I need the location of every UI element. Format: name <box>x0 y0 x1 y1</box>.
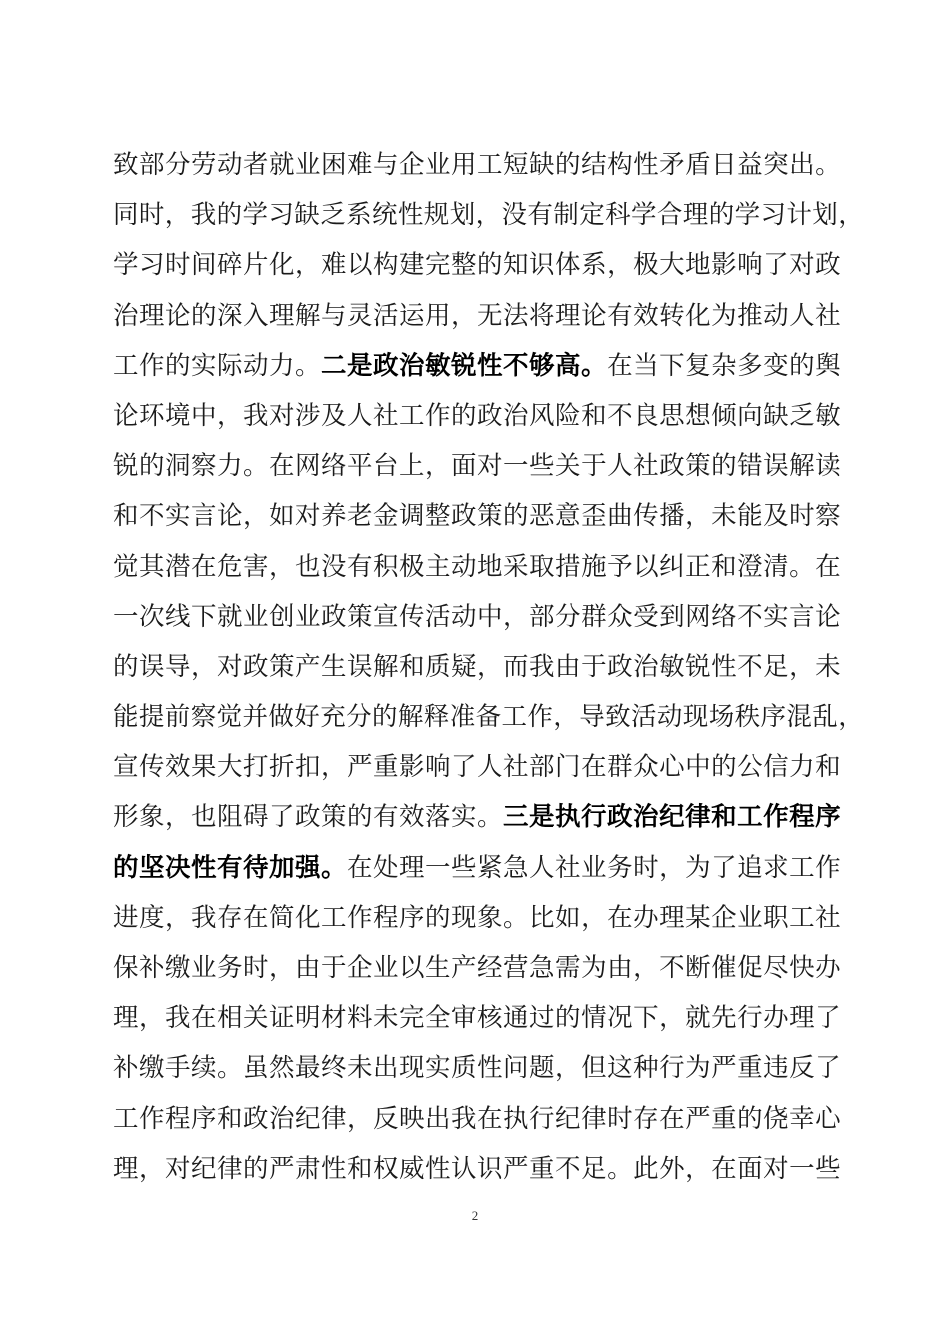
text-line <box>113 692 865 742</box>
text-line <box>113 491 841 541</box>
paragraph-text: 理，我在相关证明材料未完全审核通过的情况下，就先行办理了 <box>113 1003 841 1034</box>
text-line <box>113 240 841 290</box>
paragraph-text: 致部分劳动者就业困难与企业用工短缺的结构性矛盾日益突出。 <box>113 150 841 180</box>
text-line <box>113 441 841 491</box>
text-line <box>113 190 865 240</box>
paragraph-text: 论环境中，我对涉及人社工作的政治风险和不良思想倾向缺乏敏 <box>113 400 841 431</box>
paragraph-text: 学习时间碎片化，难以构建完整的知识体系，极大地影响了对政 <box>113 250 841 281</box>
paragraph-text: 进度，我存在简化工作程序的现象。比如，在办理某企业职工社 <box>113 902 841 933</box>
paragraph-text: 宣传效果大打折扣，严重影响了人社部门在群众心中的公信力和 <box>113 752 841 783</box>
paragraph-text: 工作的实际动力。 <box>113 350 322 381</box>
text-line <box>113 893 841 943</box>
text-line <box>113 341 841 391</box>
text-line <box>113 742 841 792</box>
page-number: 2 <box>471 1208 479 1223</box>
paragraph-text: 补缴手续。虽然最终未出现实质性问题，但这种行为严重违反了 <box>113 1053 841 1084</box>
text-line <box>113 140 841 190</box>
text-line <box>113 1043 841 1093</box>
text-line <box>113 792 841 842</box>
paragraph-text: 和不实言论，如对养老金调整政策的恶意歪曲传播，未能及时察 <box>113 501 841 532</box>
paragraph-text: 保补缴业务时，由于企业以生产经营急需为由，不断催促尽快办 <box>113 953 841 983</box>
bold-heading-text: 的坚决性有待加强。 <box>113 852 348 883</box>
text-line <box>113 1144 841 1194</box>
bold-heading-text: 二是政治敏锐性不够高。 <box>321 350 608 381</box>
paragraph-text: 能提前察觉并做好充分的解释准备工作，导致活动现场秩序混乱， <box>113 702 865 733</box>
paragraph-text: 工作程序和政治纪律，反映出我在执行纪律时存在严重的侥幸心 <box>113 1103 841 1134</box>
text-line <box>113 993 841 1043</box>
paragraph-text: 一次线下就业创业政策宣传活动中，部分群众受到网络不实言论 <box>113 601 841 632</box>
paragraph-text: 形象，也阻碍了政策的有效落实。 <box>113 802 504 833</box>
paragraph-text: 理，对纪律的严肃性和权威性认识严重不足。此外，在面对一些 <box>113 1153 841 1184</box>
paragraph-text: 同时，我的学习缺乏系统性规划，没有制定科学合理的学习计划， <box>113 200 865 231</box>
text-line <box>113 391 841 441</box>
text-line <box>113 291 841 341</box>
text-line <box>113 843 841 893</box>
text-line <box>113 642 841 692</box>
paragraph-text: 觉其潜在危害，也没有积极主动地采取措施予以纠正和澄清。在 <box>113 551 841 582</box>
text-line <box>113 1094 841 1144</box>
paragraph-text: 在当下复杂多变的舆 <box>607 350 842 381</box>
text-line <box>113 943 841 993</box>
text-line <box>113 592 841 642</box>
paragraph-text: 锐的洞察力。在网络平台上，面对一些关于人社政策的错误解读 <box>113 451 841 482</box>
bold-heading-text: 三是执行政治纪律和工作程序 <box>503 802 841 833</box>
paragraph-text: 治理论的深入理解与灵活运用，无法将理论有效转化为推动人社 <box>113 300 841 331</box>
body-text <box>113 140 865 1194</box>
paragraph-text: 在处理一些紧急人社业务时，为了追求工作 <box>347 852 841 883</box>
text-line <box>113 542 841 592</box>
paragraph-text: 的误导，对政策产生误解和质疑，而我由于政治敏锐性不足，未 <box>113 651 841 682</box>
